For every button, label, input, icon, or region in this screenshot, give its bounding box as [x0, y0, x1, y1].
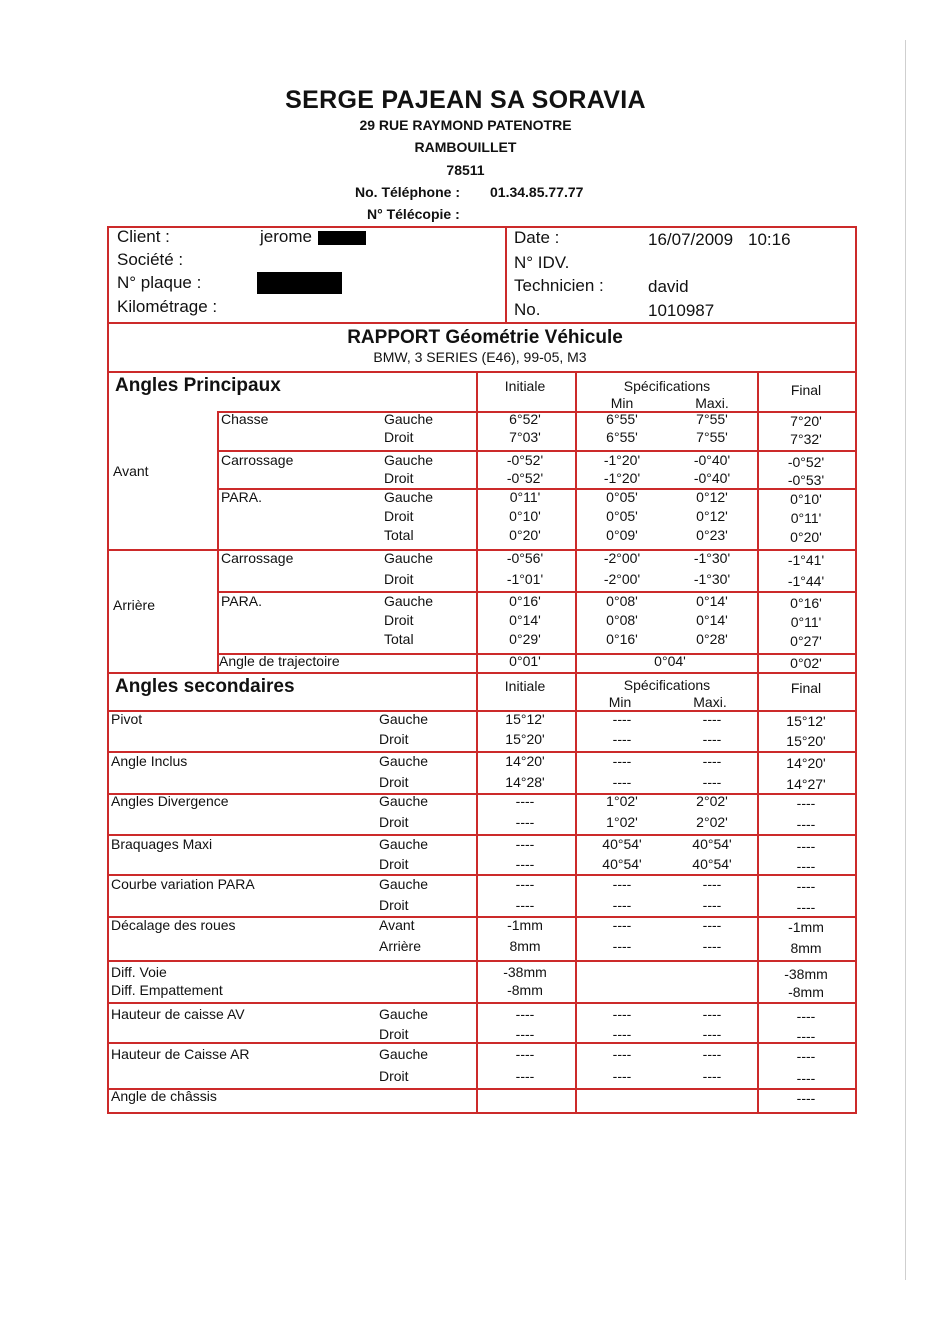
row-spec-max: ----	[702, 897, 722, 913]
col-specifications-2: Spécifications	[623, 677, 711, 693]
societe-label: Société :	[117, 250, 184, 269]
row-spec-min: 40°54'	[602, 856, 642, 872]
row-initiale: 0°29'	[509, 631, 541, 647]
row-side: Gauche	[379, 876, 429, 892]
row-divider	[107, 1002, 857, 1004]
row-initiale: -1mm	[507, 917, 543, 933]
row-spec-max: 2°02'	[696, 814, 728, 830]
row-final: 0°16'	[790, 595, 822, 611]
row-spec-min: -1°20'	[603, 470, 641, 486]
row-initiale: -1°01'	[506, 571, 544, 587]
row-divider	[107, 960, 857, 962]
row-side: Droit	[379, 897, 409, 913]
row-spec-min: 6°55'	[606, 429, 638, 445]
date-label: Date :	[514, 228, 560, 247]
row-final: 0°27'	[790, 633, 822, 649]
row-spec-max: 7°55'	[696, 429, 728, 445]
row-final: 7°20'	[790, 413, 822, 429]
row-final: ----	[796, 1070, 816, 1086]
row-spec-max: ----	[702, 774, 722, 790]
col-final-2: Final	[790, 680, 822, 696]
row-spec-min: ----	[612, 876, 632, 892]
row-side: Total	[384, 527, 414, 543]
row-final: -1°41'	[787, 552, 825, 568]
row-spec-min: ----	[612, 753, 632, 769]
row-label: Diff. Empattement	[111, 982, 223, 998]
row-final: -0°53'	[787, 472, 825, 488]
row-final: 15°20'	[786, 733, 826, 749]
report-table	[107, 226, 857, 1114]
row-spec-min: ----	[612, 1006, 632, 1022]
row-label: Angles Divergence	[111, 793, 229, 809]
row-spec-max: 0°14'	[696, 612, 728, 628]
row-final: ----	[796, 878, 816, 894]
col-final: Final	[790, 382, 822, 398]
row-side: Droit	[379, 731, 409, 747]
technicien-label: Technicien :	[514, 276, 604, 295]
row-final: -38mm	[784, 966, 828, 982]
row-spec-min: 0°09'	[606, 527, 638, 543]
row-final: -1°44'	[787, 573, 825, 589]
row-initiale: 14°28'	[505, 774, 545, 790]
row-initiale: -38mm	[503, 964, 547, 980]
row-spec-min: 40°54'	[602, 836, 642, 852]
row-divider	[107, 834, 857, 836]
report-no-label: No.	[514, 300, 541, 319]
row-initiale: ----	[515, 814, 535, 830]
row-side: Gauche	[379, 1006, 429, 1022]
redaction-plaque	[257, 272, 342, 294]
row-initiale: ----	[515, 1026, 535, 1042]
row-spec-max: ----	[702, 1068, 722, 1084]
row-side: Droit	[379, 1068, 409, 1084]
page-edge-line	[905, 40, 906, 1280]
row-spec-min: 0°08'	[606, 593, 638, 609]
row-final: -8mm	[788, 984, 824, 1000]
row-label: Chasse	[221, 411, 269, 427]
row-spec-max: -0°40'	[693, 470, 731, 486]
row-label: Angle Inclus	[111, 753, 188, 769]
row-final: ----	[796, 795, 816, 811]
row-side: Gauche	[379, 836, 429, 852]
row-final: 15°12'	[786, 713, 826, 729]
row-final: 14°20'	[786, 755, 826, 771]
row-final: ----	[796, 1090, 816, 1106]
row-final: 0°10'	[790, 491, 822, 507]
row-spec-max: 0°14'	[696, 593, 728, 609]
report-no-value: 1010987	[648, 301, 715, 320]
trajectoire-label: Angle de trajectoire	[219, 653, 340, 669]
row-label: Angle de châssis	[111, 1088, 217, 1104]
row-label: Pivot	[111, 711, 143, 727]
row-spec-min: 1°02'	[606, 793, 638, 809]
company-city: RAMBOUILLET	[414, 139, 517, 155]
col-min-2: Min	[608, 694, 632, 710]
principal-section-title: Angles Principaux	[115, 375, 281, 396]
row-spec-min: -1°20'	[603, 452, 641, 468]
vehicle-description: BMW, 3 SERIES (E46), 99-05, M3	[373, 349, 587, 365]
row-final: ----	[796, 838, 816, 854]
row-final: 0°20'	[790, 529, 822, 545]
row-final: ----	[796, 899, 816, 915]
row-spec-min: 0°05'	[606, 489, 638, 505]
row-spec-max: ----	[702, 1046, 722, 1062]
row-initiale: 14°20'	[505, 753, 545, 769]
row-spec-max: 7°55'	[696, 411, 728, 427]
report-title: RAPPORT Géométrie Véhicule	[347, 327, 623, 348]
row-divider	[107, 751, 857, 753]
row-final: 0°11'	[790, 614, 822, 630]
row-initiale: ----	[515, 793, 535, 809]
row-initiale: ----	[515, 897, 535, 913]
col-specifications: Spécifications	[623, 378, 711, 394]
row-initiale: 0°10'	[509, 508, 541, 524]
row-label: Carrossage	[221, 550, 294, 566]
row-side: Droit	[384, 571, 414, 587]
row-spec-min: ----	[612, 731, 632, 747]
row-side: Total	[384, 631, 414, 647]
row-side: Gauche	[379, 793, 429, 809]
row-spec-max: ----	[702, 711, 722, 727]
row-initiale: 15°12'	[505, 711, 545, 727]
client-value: jerome	[260, 227, 312, 246]
avant-label: Avant	[113, 463, 149, 479]
plaque-label: N° plaque :	[117, 273, 202, 292]
row-spec-max: ----	[702, 731, 722, 747]
row-spec-max: 40°54'	[692, 856, 732, 872]
row-side: Gauche	[384, 489, 434, 505]
row-spec-min: 1°02'	[606, 814, 638, 830]
row-side: Droit	[379, 856, 409, 872]
row-final: ----	[796, 1048, 816, 1064]
phone-label: No. Téléphone :	[355, 184, 460, 200]
row-label: Carrossage	[221, 452, 294, 468]
row-side: Droit	[384, 470, 414, 486]
idv-label: N° IDV.	[514, 253, 570, 272]
row-spec-min: ----	[612, 917, 632, 933]
row-final: 7°32'	[790, 431, 822, 447]
row-side: Gauche	[379, 711, 429, 727]
row-spec-max: 0°23'	[696, 527, 728, 543]
fax-label: N° Télécopie :	[367, 206, 460, 222]
row-final: 0°11'	[790, 510, 822, 526]
row-spec-max: -0°40'	[693, 452, 731, 468]
row-initiale: 8mm	[509, 938, 541, 954]
row-spec-max: ----	[702, 1006, 722, 1022]
row-side: Gauche	[384, 593, 434, 609]
row-initiale: -0°52'	[506, 470, 544, 486]
row-spec-min: 6°55'	[606, 411, 638, 427]
row-initiale: 15°20'	[505, 731, 545, 747]
row-spec-min: ----	[612, 1068, 632, 1084]
kilometrage-label: Kilométrage :	[117, 297, 218, 316]
row-spec-max: ----	[702, 876, 722, 892]
row-final: 14°27'	[786, 776, 826, 792]
row-final: -1mm	[788, 919, 824, 935]
row-spec-max: -1°30'	[693, 571, 731, 587]
row-initiale: 0°14'	[509, 612, 541, 628]
row-spec-max: 0°12'	[696, 508, 728, 524]
row-label: Diff. Voie	[111, 964, 167, 980]
row-initiale: ----	[515, 836, 535, 852]
row-initiale: ----	[515, 1068, 535, 1084]
row-side: Gauche	[379, 753, 429, 769]
row-spec-max: -1°30'	[693, 550, 731, 566]
row-initiale: 0°11'	[509, 489, 541, 505]
row-initiale: -0°56'	[506, 550, 544, 566]
row-side: Gauche	[379, 1046, 429, 1062]
row-side: Droit	[384, 429, 414, 445]
row-spec-min: -2°00'	[603, 571, 641, 587]
row-label: Décalage des roues	[111, 917, 236, 933]
row-label: Hauteur de Caisse AR	[111, 1046, 250, 1062]
row-label: Courbe variation PARA	[111, 876, 255, 892]
row-divider	[107, 549, 857, 551]
row-side: Droit	[384, 612, 414, 628]
technicien-value: david	[648, 277, 689, 296]
row-spec-min: ----	[612, 774, 632, 790]
row-label: Braquages Maxi	[111, 836, 213, 852]
row-spec-min: -2°00'	[603, 550, 641, 566]
row-side: Gauche	[384, 411, 434, 427]
redaction-client	[318, 231, 366, 245]
row-final: ----	[796, 1028, 816, 1044]
row-spec-max: 40°54'	[692, 836, 732, 852]
row-spec-min: ----	[612, 1046, 632, 1062]
row-initiale: -0°52'	[506, 452, 544, 468]
row-spec-max: ----	[702, 917, 722, 933]
col-maxi-2: Maxi.	[693, 694, 727, 710]
row-spec-min: ----	[612, 1026, 632, 1042]
row-final: 8mm	[790, 940, 822, 956]
time-value: 10:16	[748, 230, 791, 249]
row-final: ----	[796, 1008, 816, 1024]
row-divider	[107, 1042, 857, 1044]
company-address: 29 RUE RAYMOND PATENOTRE	[359, 117, 572, 133]
row-side: Avant	[379, 917, 415, 933]
client-label: Client :	[117, 227, 170, 246]
row-initiale: ----	[515, 876, 535, 892]
row-spec-min: ----	[612, 938, 632, 954]
row-initiale: ----	[515, 856, 535, 872]
row-spec-max: 2°02'	[696, 793, 728, 809]
date-value: 16/07/2009	[648, 230, 734, 249]
col-initiale: Initiale	[504, 378, 546, 394]
row-initiale: 0°16'	[509, 593, 541, 609]
trajectoire-spec: 0°04'	[654, 653, 686, 669]
company-zip: 78511	[446, 162, 485, 178]
row-divider	[107, 710, 857, 712]
secondary-section-title: Angles secondaires	[115, 676, 295, 697]
row-initiale: 6°52'	[509, 411, 541, 427]
row-initiale: ----	[515, 1006, 535, 1022]
row-side: Gauche	[384, 452, 434, 468]
row-initiale: 0°20'	[509, 527, 541, 543]
row-spec-min: 0°05'	[606, 508, 638, 524]
row-spec-min: 0°08'	[606, 612, 638, 628]
row-divider	[107, 1088, 857, 1090]
row-spec-max: ----	[702, 938, 722, 954]
row-spec-min: 0°16'	[606, 631, 638, 647]
row-side: Droit	[379, 774, 409, 790]
col-initiale-2: Initiale	[504, 678, 546, 694]
col-min: Min	[610, 395, 634, 411]
row-final: -0°52'	[787, 454, 825, 470]
row-spec-max: 0°12'	[696, 489, 728, 505]
row-spec-max: ----	[702, 753, 722, 769]
row-spec-min: ----	[612, 711, 632, 727]
company-name: SERGE PAJEAN SA SORAVIA	[285, 86, 646, 114]
row-final: ----	[796, 816, 816, 832]
row-spec-max: ----	[702, 1026, 722, 1042]
arriere-label: Arrière	[113, 597, 156, 613]
row-initiale: 7°03'	[509, 429, 541, 445]
row-side: Droit	[379, 1026, 409, 1042]
row-spec-max: 0°28'	[696, 631, 728, 647]
row-side: Droit	[379, 814, 409, 830]
row-side: Droit	[384, 508, 414, 524]
row-label: Hauteur de caisse AV	[111, 1006, 245, 1022]
row-side: Arrière	[379, 938, 422, 954]
row-side: Gauche	[384, 550, 434, 566]
row-final: ----	[796, 858, 816, 874]
phone-value: 01.34.85.77.77	[490, 184, 584, 200]
row-initiale: ----	[515, 1046, 535, 1062]
col-maxi: Maxi.	[695, 395, 729, 411]
row-label: PARA.	[221, 593, 262, 609]
row-label: PARA.	[221, 489, 262, 505]
trajectoire-initiale: 0°01'	[509, 653, 541, 669]
row-spec-min: ----	[612, 897, 632, 913]
row-initiale: -8mm	[507, 982, 543, 998]
trajectoire-final: 0°02'	[790, 655, 822, 671]
